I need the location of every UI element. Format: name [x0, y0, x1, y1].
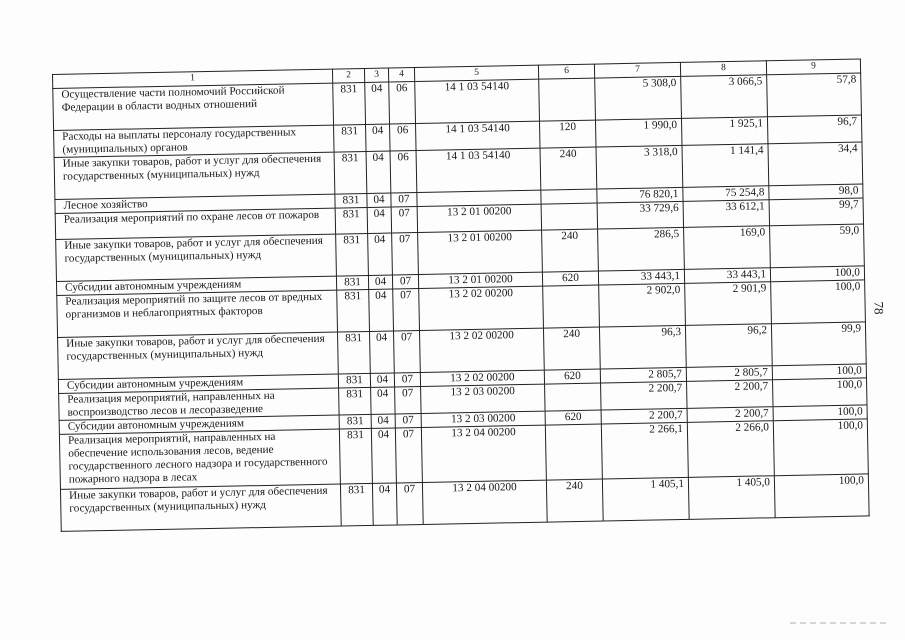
budget-table [52, 58, 870, 531]
cell-vr: 120 [539, 120, 596, 148]
cell-name: Иные закупки товаров, работ и услуг для обеспечения государственных (муниципальных) нужд [60, 484, 341, 531]
cell-pr: 07 [394, 372, 420, 386]
cell-vr [545, 424, 602, 480]
cell-fact: 1 925,1 [681, 117, 768, 146]
cell-vr: 620 [545, 410, 601, 425]
cell-fact: 1 405,0 [688, 476, 775, 520]
cell-plan: 33 729,6 [597, 201, 683, 229]
cell-grbs: 831 [334, 124, 367, 152]
cell-grbs: 831 [335, 193, 367, 208]
cell-rz: 04 [371, 387, 396, 414]
cell-pct: 100,0 [773, 419, 868, 476]
cell-vr [541, 189, 597, 204]
cell-pr: 06 [390, 124, 417, 151]
cell-grbs: 831 [335, 207, 367, 234]
col-header: 4 [388, 68, 414, 82]
cell-csr: 13 2 01 00200 [418, 230, 543, 274]
cell-pr: 07 [393, 330, 420, 372]
cell-plan: 2 266,1 [601, 422, 688, 479]
scan-artifact [790, 622, 890, 624]
cell-name: Субсидии автономным учреждениям [58, 374, 338, 393]
cell-fact: 2 200,7 [687, 380, 774, 409]
cell-vr: 620 [542, 271, 598, 286]
cell-pct: 100,0 [773, 405, 867, 421]
cell-csr: 14 1 03 54140 [416, 148, 541, 192]
cell-vr [539, 78, 596, 121]
cell-csr: 13 2 03 00200 [421, 411, 545, 427]
page-number: 78 [871, 301, 887, 315]
cell-rz: 04 [365, 82, 390, 124]
cell-vr: 240 [543, 327, 600, 370]
cell-vr [541, 203, 597, 230]
cell-rz: 04 [371, 428, 396, 483]
cell-fact: 2 266,0 [687, 421, 774, 478]
cell-pct: 99,9 [771, 322, 866, 366]
cell-name: Субсидии автономным учреждениям [59, 415, 339, 434]
cell-grbs: 831 [334, 151, 367, 194]
cell-pct: 100,0 [770, 266, 864, 282]
cell-fact: 33 612,1 [683, 200, 769, 228]
cell-pct: 100,0 [772, 364, 866, 380]
cell-pr: 07 [393, 289, 420, 331]
cell-csr: 14 1 03 54140 [415, 79, 540, 123]
cell-plan: 2 902,0 [599, 283, 686, 327]
cell-grbs: 831 [339, 387, 372, 415]
cell-name: Расходы на выплаты персоналу государственных (муниципальных) органов [54, 125, 334, 157]
cell-vr [543, 285, 600, 328]
cell-fact: 169,0 [684, 226, 771, 270]
cell-fact: 75 254,8 [683, 186, 769, 202]
cell-name: Реализация мероприятий по защите лесов от вредных организмов и неблагоприятных факторов [57, 290, 338, 337]
cell-plan: 33 443,1 [598, 269, 684, 285]
cell-pct: 100,0 [773, 378, 868, 407]
cell-fact: 3 066,5 [681, 75, 768, 119]
cell-plan: 76 820,1 [597, 187, 683, 203]
cell-csr: 13 2 02 00200 [420, 370, 544, 386]
col-header: 7 [594, 62, 680, 78]
cell-grbs: 831 [338, 331, 371, 374]
cell-name: Реализация мероприятий, направленных на воспроизводство лесов и лесоразведение [59, 388, 339, 420]
cell-pr: 07 [395, 427, 422, 482]
budget-table-container [52, 58, 870, 625]
cell-grbs: 831 [339, 428, 372, 484]
cell-rz: 04 [372, 483, 397, 525]
cell-name: Субсидии автономным учреждениям [56, 276, 336, 295]
cell-csr: 13 2 03 00200 [421, 384, 545, 413]
cell-pr: 07 [391, 193, 417, 207]
cell-csr: 13 2 04 00200 [421, 425, 546, 482]
cell-pct: 96,7 [767, 115, 862, 144]
cell-fact: 96,2 [685, 324, 772, 368]
col-header: 3 [364, 68, 388, 82]
cell-plan: 2 200,7 [601, 381, 688, 410]
col-header: 8 [680, 61, 766, 77]
cell-csr: 14 1 03 54140 [416, 121, 540, 150]
cell-vr: 240 [546, 479, 603, 522]
cell-plan: 96,3 [599, 325, 686, 369]
cell-pr: 06 [390, 151, 417, 193]
cell-name: Лесное хозяйство [55, 194, 335, 213]
cell-rz: 04 [368, 275, 392, 289]
cell-name: Реализация мероприятий, направленных на обеспечение использования лесов, ведение государственного лесного надзора и государственного пожарного надзора в лесах [59, 429, 340, 489]
cell-name: Реализация мероприятий по охране лесов от пожаров [55, 208, 335, 239]
cell-pct: 59,0 [770, 224, 865, 268]
cell-rz: 04 [369, 289, 394, 331]
cell-grbs: 831 [336, 233, 369, 276]
col-header: 9 [766, 59, 860, 75]
col-header: 1 [53, 69, 333, 88]
cell-plan: 1 405,1 [602, 477, 689, 521]
cell-grbs: 831 [340, 483, 373, 526]
cell-pct: 34,4 [768, 142, 863, 186]
col-header: 6 [538, 64, 594, 79]
cell-vr: 240 [540, 147, 597, 190]
cell-pct: 100,0 [774, 474, 869, 518]
cell-csr: 13 2 04 00200 [422, 480, 547, 524]
cell-csr: 13 2 02 00200 [419, 286, 544, 330]
cell-pr: 07 [392, 233, 419, 275]
cell-pr: 07 [395, 386, 422, 413]
cell-pr: 07 [396, 482, 423, 524]
cell-vr [545, 383, 602, 411]
cell-plan: 286,5 [598, 227, 685, 271]
cell-grbs: 831 [336, 275, 368, 290]
col-header: 2 [332, 69, 364, 84]
cell-pct: 99,7 [769, 198, 863, 226]
cell-plan: 3 318,0 [596, 145, 683, 189]
cell-rz: 04 [367, 193, 391, 207]
cell-grbs: 831 [338, 373, 370, 388]
cell-rz: 04 [366, 151, 391, 193]
cell-rz: 04 [370, 373, 394, 387]
col-header: 5 [414, 65, 538, 81]
cell-plan: 2 200,7 [601, 408, 687, 424]
cell-pct: 100,0 [771, 280, 866, 324]
cell-rz: 04 [370, 331, 395, 373]
cell-vr: 240 [542, 229, 599, 272]
cell-csr: 13 2 01 00200 [418, 272, 542, 288]
cell-name: Иные закупки товаров, работ и услуг для обеспечения государственных (муниципальных) нужд [58, 332, 339, 379]
cell-name: Осуществление части полномочий Российской Федерации в области водных отношений [53, 83, 334, 130]
cell-plan: 5 308,0 [595, 76, 682, 120]
cell-grbs: 831 [333, 82, 366, 125]
cell-name: Иные закупки товаров, работ и услуг для обеспечения государственных (муниципальных) нужд [56, 234, 337, 281]
cell-csr: 13 2 01 00200 [417, 204, 541, 232]
cell-pct: 98,0 [769, 184, 863, 200]
cell-plan: 2 805,7 [600, 367, 686, 383]
cell-pct: 57,8 [767, 73, 862, 117]
cell-rz: 04 [367, 207, 391, 233]
cell-grbs: 831 [337, 289, 370, 332]
cell-fact: 1 141,4 [682, 144, 769, 188]
cell-pr: 07 [395, 413, 421, 427]
cell-fact: 2 805,7 [686, 366, 772, 382]
cell-fact: 2 200,7 [687, 407, 773, 423]
cell-name: Иные закупки товаров, работ и услуг для обеспечения государственных (муниципальных) нужд [54, 152, 335, 199]
cell-rz: 04 [366, 124, 391, 151]
cell-rz: 04 [368, 233, 393, 275]
cell-vr: 620 [544, 369, 600, 384]
cell-grbs: 831 [339, 414, 371, 429]
cell-plan: 1 990,0 [595, 118, 682, 147]
cell-pr: 07 [392, 275, 418, 289]
cell-rz: 04 [371, 414, 395, 428]
cell-csr: 13 2 02 00200 [419, 328, 544, 372]
cell-fact: 33 443,1 [684, 268, 770, 284]
cell-pr: 07 [391, 207, 417, 233]
cell-fact: 2 901,9 [685, 282, 772, 326]
cell-pr: 06 [389, 82, 416, 124]
